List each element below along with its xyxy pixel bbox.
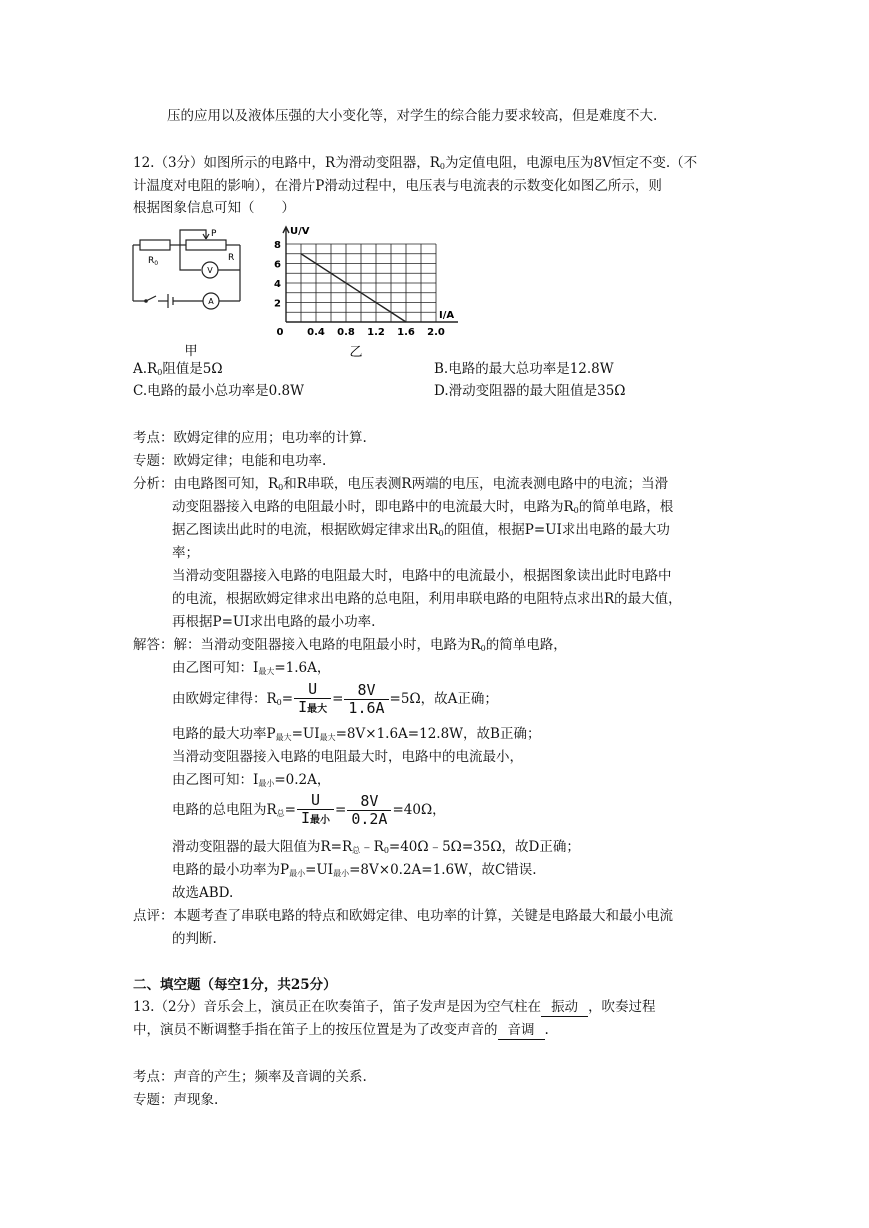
- solution-7: 电路的总电阻为$R_总=$ $\frac{U}{\text{I最小}}$ = $\frac{8V}{0.2A}$ =40Ω，: [172, 791, 446, 828]
- solution-9: 电路的最小功率为$P_{最小}=UI_{最小}=8V\times 0.2A=1.6W$，故C错误.: [172, 862, 537, 878]
- x-tick-label: 1.2: [367, 327, 385, 338]
- blank-1: 振动: [541, 998, 588, 1017]
- q12-line1: 12.（3分）如图所示的电路中，R为滑动变阻器，$R_0$为定值电阻，电源电压为8V恒定不变.（不: [133, 155, 698, 171]
- section-heading: 二、填空题（每空1分，共25分）: [133, 977, 337, 993]
- intro-line: 压的应用以及液体压强的大小变化等，对学生的综合能力要求较高，但是难度不大.: [167, 108, 658, 124]
- option-d: D.滑动变阻器的最大阻值是35Ω: [434, 383, 626, 399]
- solution-8: 滑动变阻器的最大阻值为$R=R_总﹣R_0=40\Omega﹣5\Omega=35\Omega$，故D正确；: [172, 839, 580, 855]
- x-tick-label: 2.0: [427, 327, 445, 338]
- fraction-8v-over-0.2a: $\frac{8V}{0.2A}$: [347, 793, 391, 828]
- fenxi-4: 率；: [172, 545, 199, 561]
- fenxi-3: 据乙图读出此时的电流，根据欧姆定律求出$R_0$的阻值，根据P=UI求出电路的最大功: [172, 522, 670, 538]
- solution-4: 电路的最大功率$P_{最大}=UI_{最大}=8V\times 1.6A=12.8W$，故B正确；: [172, 726, 541, 742]
- q13-kaodian: 考点：声音的产生；频率及音调的关系.: [133, 1069, 367, 1085]
- resistor-r: [186, 240, 226, 250]
- fenxi-2: 动变阻器接入电路的电阻最小时，即电路中的电流最大时，电路为$R_0$的简单电路，根: [172, 499, 674, 515]
- kaodian: 考点：欧姆定律的应用；电功率的计算.: [133, 430, 367, 446]
- ylabel: U/V: [290, 226, 310, 237]
- fenxi-1: 分析：由电路图可知，$R_0$和R串联，电压表测R两端的电压，电流表测电路中的电流；当滑: [133, 476, 669, 492]
- option-c: C.电路的最小总功率是0.8W: [133, 383, 304, 399]
- y-tick-label: 6: [274, 259, 281, 271]
- fraction-8v-over-1.6a: $\frac{8V}{1.6A}$: [344, 682, 388, 717]
- ui-graph: [264, 222, 464, 364]
- label-r0: $R_0$: [148, 256, 159, 267]
- solution-5: 当滑动变阻器接入电路的电阻最大时，电路中的电流最小，: [172, 749, 523, 765]
- solution-10: 故选ABD.: [172, 885, 234, 901]
- q13-zhuanti: 专题：声现象.: [133, 1092, 219, 1108]
- x-tick-label: 0.4: [307, 327, 325, 338]
- blank-2: 音调: [498, 1021, 545, 1040]
- x-tick-label: 1.6: [397, 327, 415, 338]
- label-a: A: [208, 297, 214, 306]
- x-tick-label: 0: [276, 327, 284, 338]
- solution-6: 由乙图可知：$I_{最小}=0.2A$，: [172, 772, 331, 788]
- xlabel: I/A: [439, 310, 455, 321]
- fraction-u-over-imax: $\frac{U}{\text{I最大}}$: [294, 681, 331, 718]
- q13-line1: 13.（2分）音乐会上，演员正在吹奏笛子，笛子发声是因为空气柱在 振动 ，吹奏过程: [133, 999, 656, 1015]
- y-tick-label: 2: [274, 298, 281, 310]
- q13-line2: 中，演员不断调整手指在笛子上的按压位置是为了改变声音的 音调 .: [133, 1022, 549, 1038]
- zhuanti: 专题：欧姆定律；电能和电功率.: [133, 453, 327, 469]
- y-tick-label: 8: [274, 240, 281, 251]
- label-p: P: [211, 229, 217, 239]
- solution-3: 由欧姆定律得：$R_0=$ $\frac{U}{\text{I最大}}$ = $\frac{8V}{1.6A}$ =5Ω，故A正确；: [172, 680, 498, 717]
- caption-jia: 甲: [184, 344, 198, 359]
- option-a: $A.R_0$阻值是5Ω: [133, 361, 223, 377]
- resistor-r0: [140, 240, 170, 250]
- x-tick-label: 0.8: [337, 327, 355, 338]
- dianping-2: 的判断.: [172, 931, 217, 947]
- fenxi-6: 的电流，根据欧姆定律求出电路的总电阻，利用串联电路的电阻特点求出R的最大值，: [172, 591, 682, 607]
- fenxi-5: 当滑动变阻器接入电路的电阻最大时，电路中的电流最小，根据图象读出此时电路中: [172, 568, 672, 584]
- dianping-1: 点评：本题考查了串联电路的特点和欧姆定律、电功率的计算，关键是电路最大和最小电流: [133, 908, 673, 924]
- caption-yi: 乙: [349, 345, 363, 360]
- fraction-u-over-imin: $\frac{U}{\text{I最小}}$: [297, 792, 334, 829]
- series-line: [301, 254, 406, 322]
- label-r: R: [228, 253, 235, 263]
- y-tick-label: 4: [274, 279, 281, 290]
- fenxi-7: 再根据P=UI求出电路的最小功率.: [172, 614, 376, 630]
- solution-1: 解答：解：当滑动变阻器接入电路的电阻最小时，电路为$R_0$的简单电路，: [133, 637, 567, 653]
- q12-line2: 计温度对电阻的影响），在滑片P滑动过程中，电压表与电流表的示数变化如图乙所示，则: [133, 178, 662, 194]
- q12-line3: 根据图象信息可知（ ）: [133, 200, 295, 216]
- circuit-diagram: [128, 223, 268, 363]
- solution-2: 由乙图可知：$I_{最大}=1.6A$，: [172, 660, 331, 676]
- label-v: V: [207, 266, 213, 275]
- option-b: B.电路的最大总功率是12.8W: [434, 361, 614, 377]
